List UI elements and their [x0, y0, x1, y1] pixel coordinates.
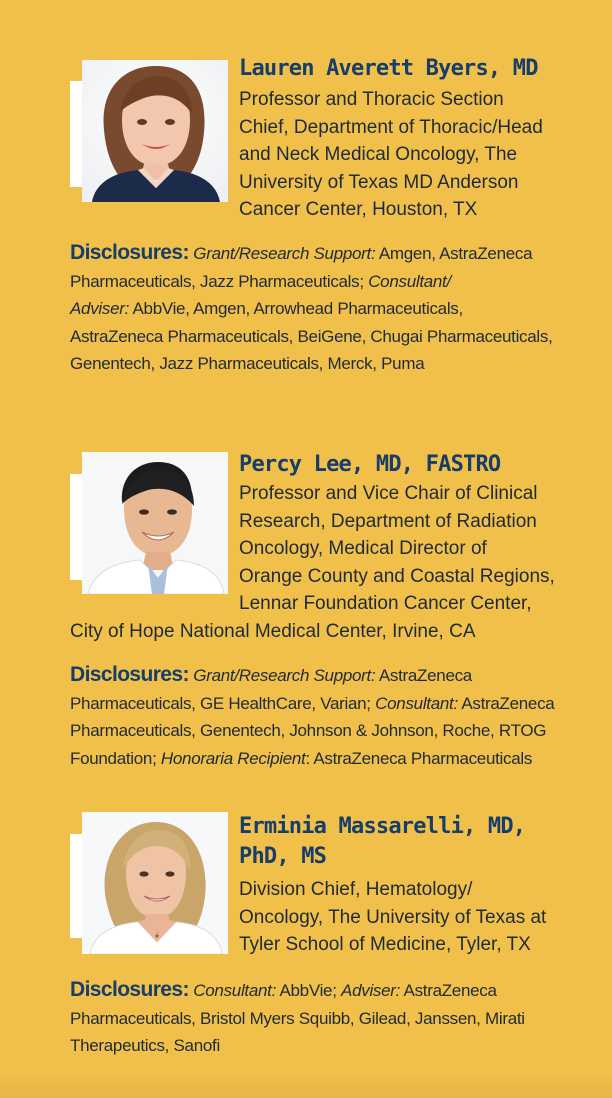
- consultant-text: Foundation;: [70, 748, 161, 768]
- honoraria-text: : AstraZeneca Pharmaceuticals: [305, 748, 533, 768]
- name-line: Erminia Massarelli, MD,: [239, 814, 526, 839]
- title-line: Orange County and Coastal Regions,: [239, 565, 555, 587]
- grant-label: Grant/Research Support:: [193, 666, 376, 685]
- consultant-text: AstraZeneca: [457, 693, 555, 713]
- disclosures-byers: [70, 239, 580, 378]
- consultant-label: Consultant/: [368, 271, 451, 291]
- profile-name: [239, 812, 525, 872]
- grant-text: AstraZeneca: [375, 666, 472, 685]
- profile-name: Percy Lee, MD, FASTRO: [239, 452, 501, 477]
- disclosure-line: [70, 661, 580, 690]
- headshot-byers: [70, 60, 228, 202]
- grant-text: Pharmaceuticals, GE HealthCare, Varian;: [70, 693, 376, 713]
- disclosures-label: Disclosures:: [70, 241, 189, 264]
- disclosure-line: [70, 976, 580, 1005]
- adviser-label: Adviser:: [70, 299, 130, 318]
- disclosures-label: Disclosures:: [70, 978, 189, 1001]
- adviser-text: Pharmaceuticals, Bristol Myers Squibb, Gilead, Janssen, Mirati: [70, 1008, 525, 1028]
- consultant-text: Genentech, Jazz Pharmaceuticals, Merck, Puma: [70, 354, 425, 373]
- title-line: Professor and Thoracic Section: [239, 89, 504, 110]
- disclosure-line: [70, 1005, 580, 1033]
- profile-title: [239, 86, 579, 224]
- consultant-text: AbbVie, Amgen, Arrowhead Pharmaceuticals,: [129, 299, 463, 318]
- consultant-text: AbbVie;: [276, 981, 342, 1000]
- adviser-text: Therapeutics, Sanofi: [70, 1036, 220, 1055]
- profile-title: [239, 876, 579, 959]
- grant-label: Grant/Research Support:: [193, 244, 376, 263]
- disclosure-line: [70, 1032, 580, 1060]
- title-line: Chief, Department of Thoracic/Head: [239, 116, 543, 138]
- disclosure-line: [70, 239, 580, 268]
- disclosure-line: [70, 745, 580, 773]
- adviser-text: AstraZeneca: [400, 981, 497, 1000]
- honoraria-label: Honoraria Recipient: [160, 748, 306, 768]
- title-line: Cancer Center, Houston, TX: [239, 199, 478, 220]
- disclosure-line: [70, 295, 580, 323]
- consultant-label: Consultant:: [193, 981, 276, 1000]
- title-line: Tyler School of Medicine, Tyler, TX: [239, 934, 531, 955]
- consultant-text: Pharmaceuticals, Genentech, Johnson & Johnson, Roche, RTOG: [70, 721, 547, 740]
- title-line: Division Chief, Hematology/: [239, 879, 473, 900]
- title-line: Lennar Foundation Cancer Center,: [239, 593, 532, 614]
- title-line: University of Texas MD Anderson: [239, 171, 519, 193]
- portrait-image: [82, 812, 228, 954]
- disclosure-line: [70, 690, 580, 718]
- disclosure-line: [70, 268, 580, 296]
- portrait-image: [82, 452, 228, 594]
- adviser-label: Adviser:: [341, 981, 401, 1000]
- disclosures-massarelli: [70, 976, 580, 1060]
- headshot-massarelli: [70, 812, 228, 954]
- title-line: Oncology, The University of Texas at: [239, 906, 547, 928]
- title-line: Professor and Vice Chair of Clinical: [239, 483, 538, 504]
- disclosure-line: [70, 323, 580, 351]
- disclosure-line: [70, 350, 580, 378]
- grant-text: Pharmaceuticals, Jazz Pharmaceuticals;: [70, 271, 369, 291]
- profile-title: [70, 480, 579, 645]
- portrait-image: [82, 60, 228, 202]
- name-line: PhD, MS: [239, 844, 327, 869]
- consultant-text: AstraZeneca Pharmaceuticals, BeiGene, Chugai Pharmaceuticals,: [70, 326, 553, 346]
- consultant-label: Consultant:: [375, 693, 458, 713]
- title-line: Research, Department of Radiation: [239, 510, 537, 532]
- grant-text: Amgen, AstraZeneca: [375, 244, 533, 263]
- title-line: City of Hope National Medical Center, Irvine, CA: [70, 620, 476, 642]
- disclosures-label: Disclosures:: [70, 663, 189, 686]
- disclosures-lee: [70, 661, 580, 772]
- title-line: and Neck Medical Oncology, The: [239, 144, 518, 165]
- bottom-shadow-band: [0, 1072, 612, 1098]
- headshot-lee: [70, 452, 228, 594]
- profile-name: Lauren Averett Byers, MD: [239, 56, 538, 81]
- title-line: Oncology, Medical Director of: [239, 538, 487, 559]
- disclosure-line: [70, 717, 580, 745]
